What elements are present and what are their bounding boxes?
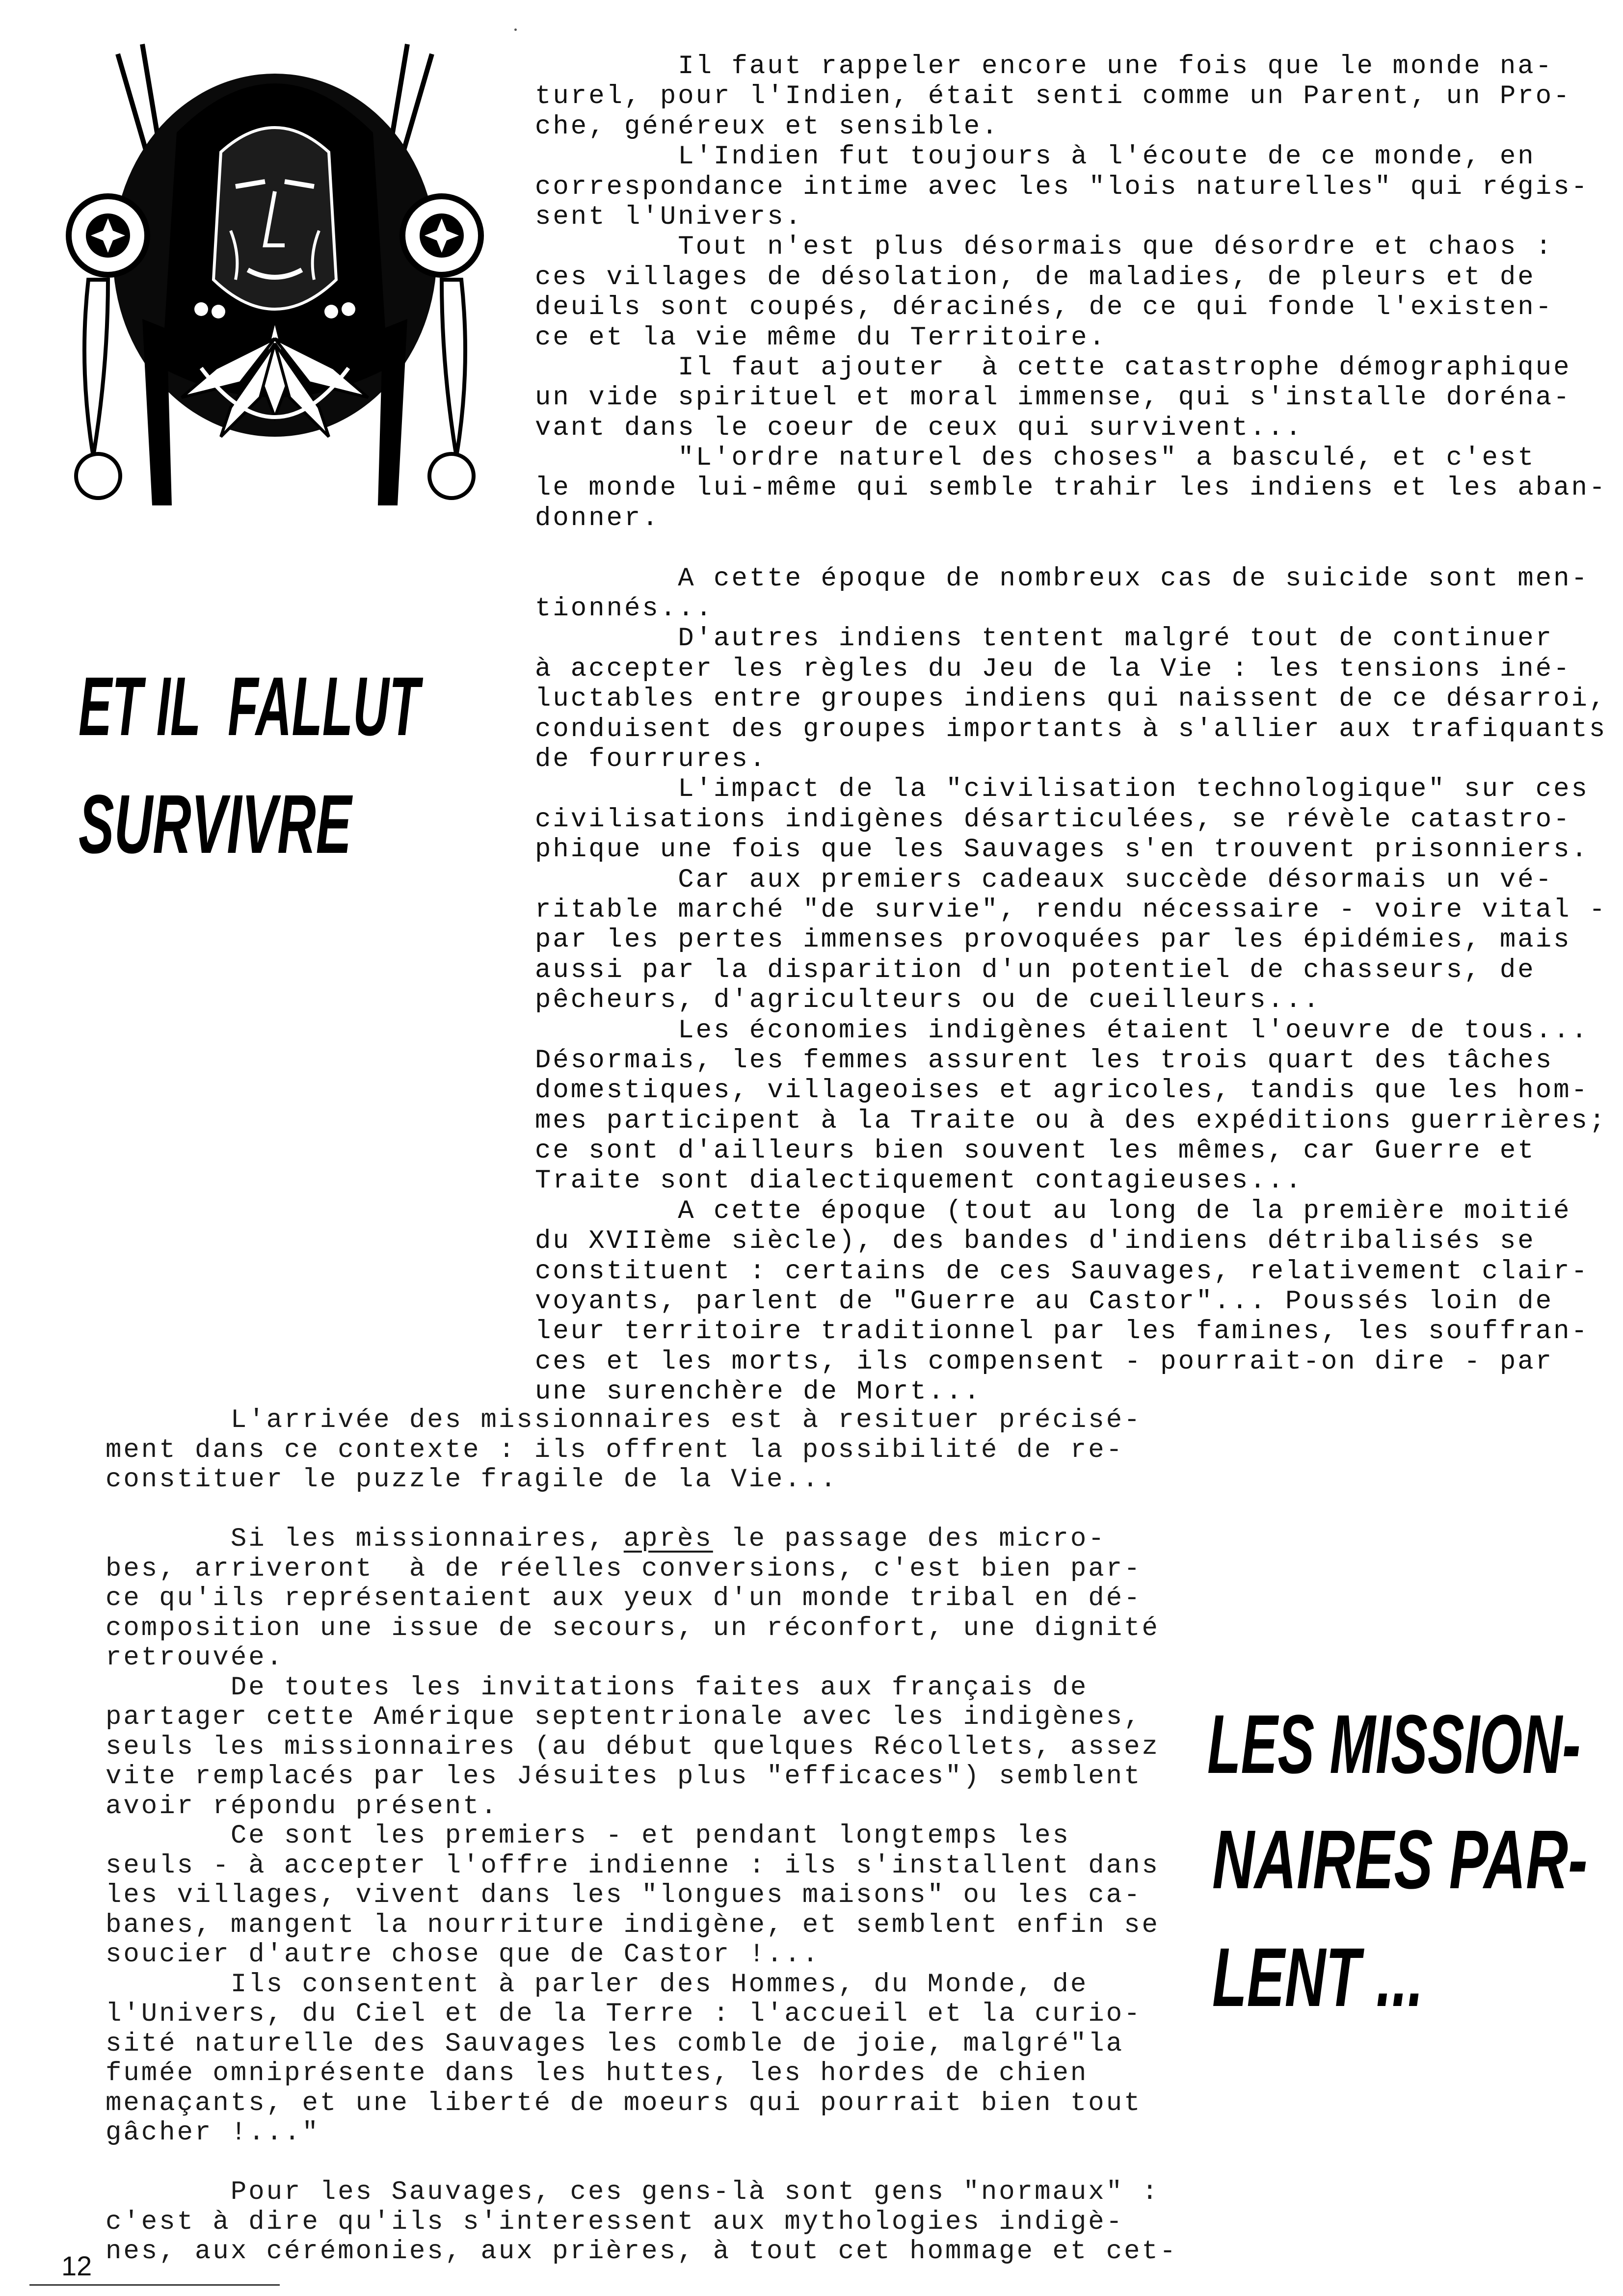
underlined-word: après [623, 1524, 713, 1554]
text-line: ce qu'ils représentaient aux yeux d'un monde tribal en dé- [106, 1583, 1142, 1613]
text-line: Désormais, les femmes assurent les trois quart des tâches [535, 1045, 1554, 1076]
text-line: seuls - à accepter l'offre indienne : ils s'installent dans [106, 1850, 1160, 1881]
text-line [106, 1525, 1177, 1555]
text-line [535, 533, 1607, 563]
text-line: correspondance intime avec les "lois naturelles" qui régis- [535, 172, 1589, 202]
text-line: Ce sont les premiers - et pendant longtemps les [106, 1821, 1070, 1851]
section-heading-missions-line1: LES MISSION- [1207, 1698, 1581, 1791]
section-heading-survive-line2: SURVIVRE [79, 778, 352, 871]
text-line: voyants, parlent de "Guerre au Castor"... Poussés loin de [535, 1287, 1554, 1317]
text-line [106, 2148, 1177, 2178]
text-line: A cette époque de nombreux cas de suicide sont men- [535, 563, 1589, 594]
text-line: Il faut ajouter à cette catastrophe démographique [535, 352, 1571, 383]
text-line: à accepter les règles du Jeu de la Vie : les tensions iné- [535, 654, 1571, 684]
text-line: ces villages de désolation, de maladies, de pleurs et de [535, 262, 1536, 292]
text-line: Traite sont dialectiquement contagieuses... [535, 1166, 1304, 1196]
medallion-right [402, 196, 481, 275]
scan-speck [514, 28, 517, 31]
body-text-bottom [106, 1406, 1177, 2267]
text-line: L'impact de la "civilisation technologique" sur ces [535, 774, 1589, 805]
text-line: A cette époque (tout au long de la première moitié [535, 1196, 1571, 1226]
text-segment: le passage des micro- [713, 1524, 1106, 1554]
body-text-top [535, 52, 1607, 1407]
text-line: ces et les morts, ils compensent - pourrait-on dire - par [535, 1346, 1554, 1377]
text-line: du XVIIème siècle), des bandes d'indiens détribalisés se [535, 1226, 1536, 1257]
text-line: vite remplacés par les Jésuites plus "efficaces") semblent [106, 1762, 1142, 1792]
text-line: nes, aux cérémonies, aux prières, à tout cet hommage et cet- [106, 2237, 1178, 2267]
text-line: civilisations indigènes désarticulées, se révèle catastro- [535, 804, 1571, 835]
text-line: les villages, vivent dans les "longues maisons" ou les ca- [106, 1880, 1142, 1910]
footer-rule [29, 2284, 280, 2286]
text-line: avoir répondu présent. [106, 1791, 499, 1821]
text-line: gâcher !..." [106, 2118, 320, 2148]
section-heading-missions-line2: NAIRES PAR- [1212, 1813, 1588, 1906]
text-line: un vide spirituel et moral immense, qui s'installe doréna- [535, 383, 1571, 413]
text-line: Pour les Sauvages, ces gens-là sont gens "normaux" : [106, 2177, 1160, 2207]
text-line: L'Indien fut toujours à l'écoute de ce monde, en [535, 142, 1536, 172]
text-line: Il faut rappeler encore une fois que le monde na- [535, 52, 1554, 81]
text-line: domestiques, villageoises et agricoles, tandis que les hom- [535, 1076, 1589, 1106]
text-line: partager cette Amérique septentrionale avec les indigènes, [106, 1702, 1142, 1732]
page-number: 12 [61, 2250, 92, 2281]
text-line: che, généreux et sensible. [535, 111, 1000, 142]
text-line: deuils sont coupés, déracinés, de ce qui fonde l'existen- [535, 292, 1554, 323]
text-line: De toutes les invitations faites aux français de [106, 1672, 1089, 1703]
text-line: fumée omniprésente dans les huttes, les hordes de chien [106, 2058, 1089, 2088]
text-line: L'arrivée des missionnaires est à resituer précisé- [106, 1405, 1142, 1435]
text-line: retrouvée. [106, 1643, 285, 1673]
text-line: Ils consentent à parler des Hommes, du Monde, de [106, 1969, 1089, 2000]
text-line: Car aux premiers cadeaux succède désormais un vé- [535, 865, 1554, 895]
text-line: l'Univers, du Ciel et de la Terre : l'accueil et la curio- [106, 1999, 1142, 2029]
text-line: constituer le puzzle fragile de la Vie... [106, 1465, 838, 1495]
text-line: Les économies indigènes étaient l'oeuvre de tous... [535, 1015, 1589, 1046]
text-line: seuls les missionnaires (au début quelques Récollets, assez [106, 1732, 1160, 1762]
text-line: sent l'Univers. [535, 202, 803, 232]
text-line: par les pertes immenses provoquées par les épidémies, mais [535, 925, 1571, 955]
text-line: aussi par la disparition d'un potentiel de chasseurs, de [535, 955, 1536, 985]
medallion-left [69, 196, 147, 275]
text-line: constituent : certains de ces Sauvages, relativement clair- [535, 1256, 1589, 1287]
text-line: pêcheurs, d'agriculteurs ou de cueilleurs... [535, 985, 1321, 1016]
text-line: c'est à dire qu'ils s'interessent aux mythologies indigè- [106, 2207, 1124, 2237]
text-line: turel, pour l'Indien, était senti comme un Parent, un Pro- [535, 81, 1571, 112]
text-line: le monde lui-même qui semble trahir les indiens et les aban- [535, 473, 1607, 503]
text-line: conduisent des groupes importants à s'allier aux trafiquants [535, 714, 1607, 744]
text-line: soucier d'autre chose que de Castor !... [106, 1940, 821, 1970]
text-line: bes, arriveront à de réelles conversions, c'est bien par- [106, 1554, 1142, 1584]
text-line: ce et la vie même du Territoire. [535, 322, 1107, 353]
text-line [106, 1495, 1177, 1525]
text-line: tionnés... [535, 594, 714, 624]
section-heading-missions-line3: LENT ... [1212, 1931, 1424, 2024]
native-chief-illustration [54, 25, 496, 520]
text-line: menaçants, et une liberté de moeurs qui pourrait bien tout [106, 2088, 1142, 2118]
text-line: composition une issue de secours, un réconfort, une dignité [106, 1613, 1160, 1643]
text-line: leur territoire traditionnel par les famines, les souffran- [535, 1317, 1589, 1347]
section-heading-survive-line1: ET IL FALLUT [79, 660, 420, 753]
text-line: mes participent à la Traite ou à des expéditions guerrières; [535, 1106, 1607, 1136]
text-line: une surenchère de Mort... [535, 1377, 982, 1407]
text-line: phique une fois que les Sauvages s'en trouvent prisonniers. [535, 835, 1589, 865]
text-line: luctables entre groupes indiens qui naissent de ce désarroi, [535, 684, 1607, 714]
text-line: de fourrures. [535, 744, 768, 774]
text-line: "L'ordre naturel des choses" a basculé, et c'est [535, 443, 1536, 474]
text-line: ce sont d'ailleurs bien souvent les mêmes, car Guerre et [535, 1136, 1536, 1166]
text-line: vant dans le coeur de ceux qui survivent... [535, 413, 1304, 443]
text-line: D'autres indiens tentent malgré tout de continuer [535, 624, 1554, 654]
text-segment: Si les missionnaires, [106, 1524, 624, 1554]
text-line: donner. [535, 503, 660, 533]
text-line: ritable marché "de survie", rendu nécessaire - voire vital - [535, 895, 1607, 925]
text-line: ment dans ce contexte : ils offrent la possibilité de re- [106, 1435, 1124, 1465]
text-line: banes, mangent la nourriture indigène, et semblent enfin se [106, 1910, 1160, 1940]
text-line: sité naturelle des Sauvages les comble de joie, malgré"la [106, 2029, 1124, 2059]
text-line: Tout n'est plus désormais que désordre et chaos : [535, 232, 1554, 263]
